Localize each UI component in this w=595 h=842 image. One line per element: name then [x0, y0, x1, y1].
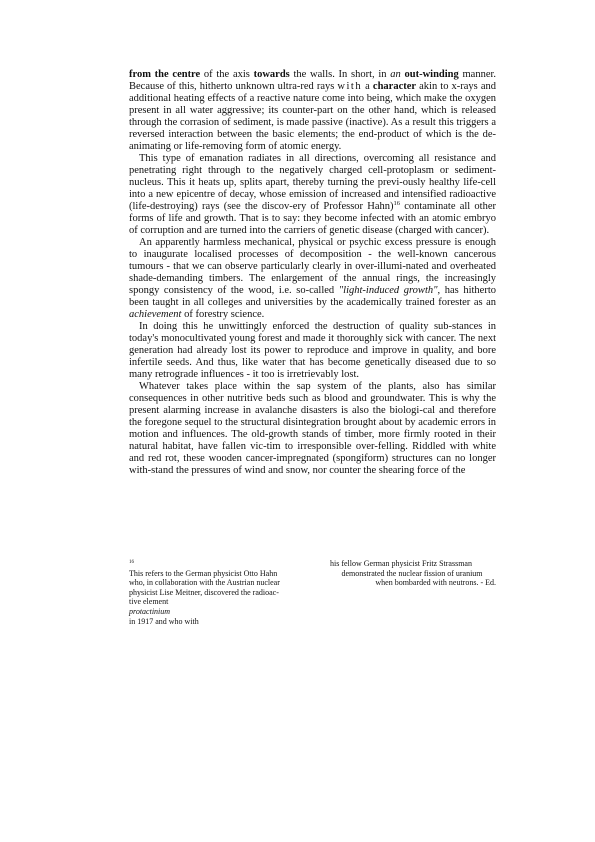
text-run: This type of emanation radiates in all directions, overcoming all resistance and penetrating right through to the negatively charged cell-protoplasm or sediment-nucleus. This it heats up, splits apart, thereby turning the previ-ously healthy life-cell into a new epicentre of decay, whose emission of increased and intensified radioactive (life-destroying) rays (see the discov-ery of Professor Hahn): [129, 153, 496, 212]
footnote-column-right: [328, 559, 496, 626]
bold-phrase: towards: [253, 69, 290, 80]
footnote-marker: 16: [129, 560, 134, 565]
text-run: An apparently harmless mechanical, physical or psychic excess pressure is enough to inaugurate localised processes of decomposition - the well-known cancerous tumours - that we can observe particularly clearly in over-illumi-nated and overheated shade-demanding timbers. The enlargement of the annual rings, the increasingly spongy consistency of the wood, i.e. so-called: [129, 237, 496, 296]
footnote-column-left: [129, 559, 305, 626]
footnote-text: tive element: [129, 597, 169, 607]
footnote-italic: protactinium: [129, 606, 171, 616]
footnote-reference: 16: [393, 200, 400, 207]
footnote-line: when bombarded with neutrons. - Ed.: [375, 578, 496, 588]
text-run: of forestry science.: [181, 309, 265, 320]
footnote-line: who, in collaboration with the Austrian nuclear: [129, 578, 280, 588]
paragraph-1: [129, 69, 496, 153]
spaced-phrase: with: [337, 81, 363, 92]
text-run: a: [362, 81, 373, 92]
italic-phrase: an: [390, 69, 401, 80]
footnote: [129, 559, 496, 626]
bold-phrase: character: [372, 81, 417, 92]
footnote-line: [129, 559, 305, 578]
footnote-line: his fellow German physicist Fritz Strassman: [330, 559, 472, 568]
text-run: Whatever takes place within the sap system of the plants, also has similar consequences in other nutritive beds such as blood and groundwater. This is why the present alarming increase in avalanche disasters is also the biologi-cal and therefore the foregone sequel to the structural disintegration brought about by academic errors in motion and influences. The old-growth stands of timber, more firmly rooted in their natural habitat, have fallen vic-tim to irresponsible over-felling. Riddled with white and red rot, these wooden cancer-impregnated (spongiform) structures can no longer with-stand the pressures of wind and snow, nor counter the shearing force of the: [129, 381, 496, 476]
footnote-line: demonstrated the nuclear fission of uranium: [341, 568, 483, 578]
text-run: akin to x-rays and additional heating effects of a reactive nature come into being, which make the oxygen present in all water aggressive; its counter-part on the other hand, which is released through the corrasion of sediment, is made passive (inactive). As a result this triggers a reversed interaction between the basic elements; the end-product of which is the de-animating or life-removing form of atomic energy.: [129, 81, 496, 152]
footnote-line: physicist Lise Meitner, discovered the radioac-: [129, 587, 279, 597]
footnote-line: [129, 597, 305, 626]
bold-phrase: from the centre: [129, 69, 201, 80]
paragraph-2: [129, 153, 496, 237]
paragraph-3: [129, 237, 496, 321]
body-text: [129, 69, 496, 477]
text-run: the walls. In short, in: [289, 69, 391, 80]
footnote-text: This refers to the German physicist Otto Hahn: [129, 568, 278, 578]
italic-phrase: achievement: [129, 309, 182, 320]
text-run: , has hitherto been taught in all colleges and universities by the academically trained forester as an: [129, 285, 497, 308]
text-run: of the axis: [200, 69, 254, 80]
text-run: manner. Because of this, hitherto unknown ultra-red rays: [129, 69, 497, 92]
paragraph-5: [129, 381, 496, 477]
footnote-text: in 1917 and who with: [129, 616, 199, 626]
text-run: contaminate all other forms of life and growth. That is to say: they become infected with an atomic embryo of corruption and are turned into the carriers of genetic disease (charged with cancer).: [129, 201, 496, 236]
paragraph-4: [129, 321, 496, 381]
text-run: In doing this he unwittingly enforced the destruction of quality sub-stances in today's monocultivated young forest and made it thoroughly sick with cancer. The next generation had already lost its power to reproduce and improve in quality, and bore infertile seeds. And thus, like water that has become genetically diseased due to so many retrograde influences - it too is irretrievably lost.: [129, 321, 496, 380]
italic-phrase: "light-induced growth": [338, 285, 438, 296]
bold-phrase: out-winding: [404, 69, 459, 80]
